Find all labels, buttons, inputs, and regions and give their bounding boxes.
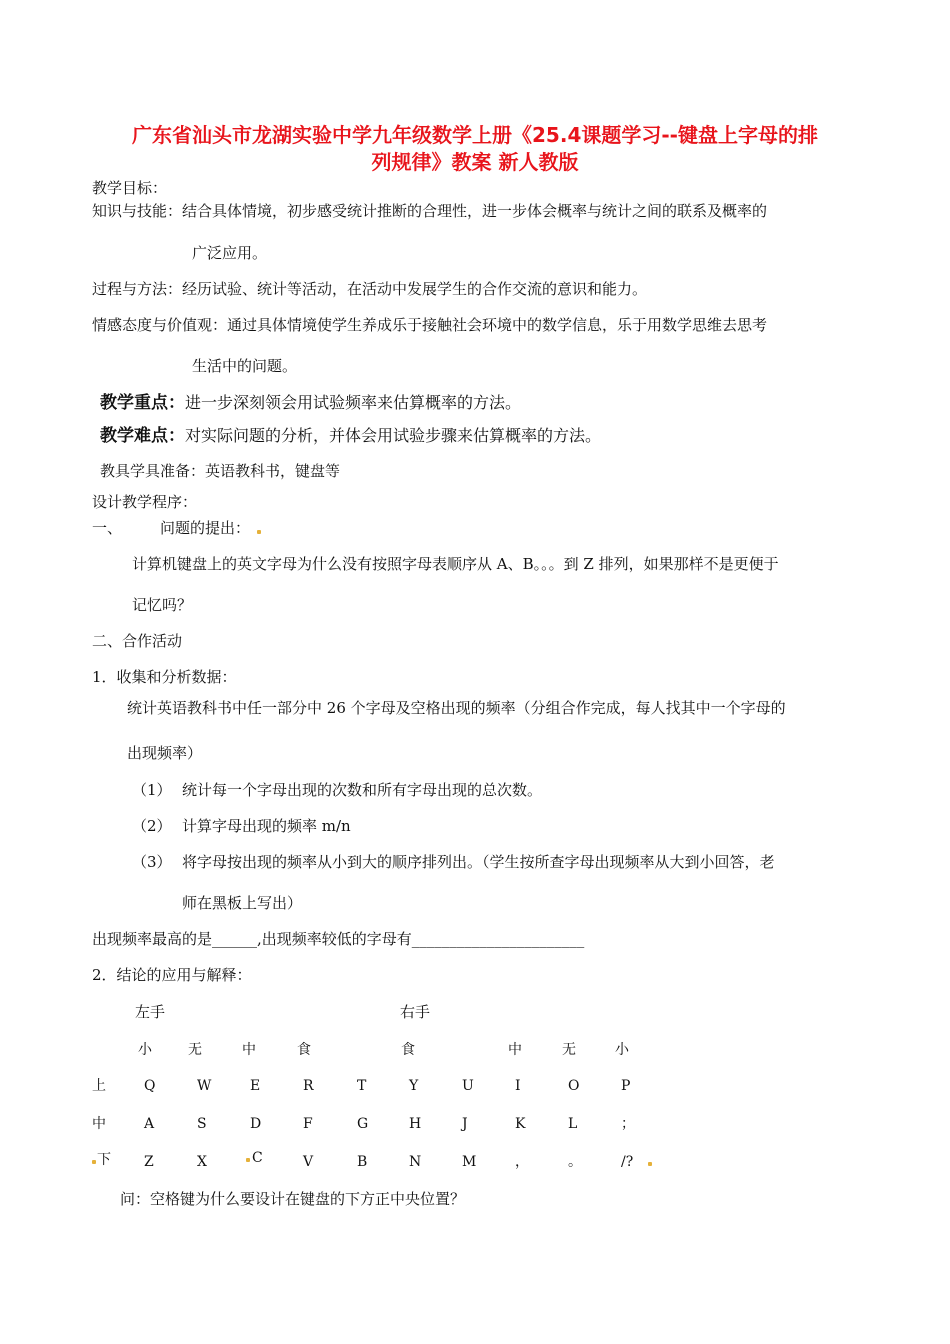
key-k: K [515, 1116, 526, 1132]
key-d: D [250, 1116, 262, 1132]
key-i: I [515, 1078, 521, 1094]
item-1-number: （1） [132, 781, 172, 799]
step-2-heading: 2．结论的应用与解释： [92, 966, 252, 984]
mark-dot [246, 1158, 250, 1162]
item-1-text: 统计每一个字母出现的次数和所有字母出现的总次数。 [182, 781, 543, 799]
key-p: P [621, 1078, 631, 1094]
part-2-heading: 二、合作活动 [92, 632, 183, 650]
key-s: S [197, 1116, 207, 1132]
key-h: H [409, 1116, 422, 1132]
emotion-text-1: 通过具体情境使学生养成乐于接触社会环境中的数学信息，乐于用数学思维去思考 [227, 316, 768, 334]
difficulty-text: 对实际问题的分析，并体会用试验步骤来估算概率的方法。 [185, 426, 602, 445]
key-w: W [197, 1078, 212, 1094]
fill-in-blank: 出现频率最高的是______,出现频率较低的字母有_______________________ [92, 930, 585, 948]
key-n: N [409, 1154, 422, 1170]
key-f: F [303, 1116, 313, 1132]
key-q: Q [144, 1078, 156, 1094]
step-1-heading: 1．收集和分析数据： [92, 668, 237, 686]
statistics-line-1: 统计英语教科书中任一部分中 26 个字母及空格出现的频率（分组合作完成，每人找其中一个字母的 [127, 699, 786, 717]
mark-dot [92, 1160, 96, 1164]
document-title-line-2: 列规律》教案 新人教版 [371, 150, 579, 174]
finger-label: 中 [508, 1042, 522, 1058]
teaching-tools: 教具学具准备：英语教科书，键盘等 [100, 462, 341, 480]
part-1-number: 一、 [92, 519, 123, 537]
row-label-bottom: 下 [97, 1152, 111, 1168]
key-e: E [250, 1078, 261, 1094]
knowledge-objective [92, 201, 767, 221]
key-r: R [303, 1078, 314, 1094]
part-1-label: 问题的提出： [160, 519, 251, 537]
finger-label: 小 [615, 1042, 629, 1058]
item-2-text: 计算字母出现的频率 m/n [182, 817, 351, 835]
key-o: O [568, 1078, 580, 1094]
key-b: B [357, 1154, 368, 1170]
key-u: U [462, 1078, 474, 1094]
teaching-focus [100, 393, 521, 413]
finger-label: 食 [401, 1042, 415, 1058]
question-line-2: 记忆吗？ [132, 596, 193, 614]
item-2-number: （2） [132, 817, 172, 835]
statistics-line-2: 出现频率） [127, 744, 203, 762]
key-m: M [462, 1154, 477, 1170]
finger-label: 食 [297, 1042, 311, 1058]
focus-text: 进一步深刻领会用试验频率来估算概率的方法。 [185, 393, 522, 412]
key-j: J [462, 1116, 468, 1132]
knowledge-text-1: 结合具体情境，初步感受统计推断的合理性，进一步体会概率与统计之间的联系及概率的 [182, 202, 768, 220]
key-a: A [144, 1116, 155, 1132]
key-z: Z [144, 1154, 154, 1170]
emotion-text-2: 生活中的问题。 [192, 357, 298, 375]
procedure-heading: 设计教学程序： [92, 493, 198, 511]
key-x: X [197, 1154, 207, 1170]
key-g: G [357, 1116, 369, 1132]
process-objective [92, 279, 647, 299]
document-title-line-1: 广东省汕头市龙湖实验中学九年级数学上册《25.4课题学习--键盘上字母的排 [132, 123, 818, 147]
objectives-heading: 教学目标： [92, 179, 168, 197]
process-label: 过程与方法： [92, 280, 183, 298]
question-line-1: 计算机键盘上的英文字母为什么没有按照字母表顺序从 A、B。。。到 Z 排列，如果那样不是更便于 [132, 555, 779, 573]
space-key-question: 问：空格键为什么要设计在键盘的下方正中央位置？ [120, 1190, 466, 1208]
right-hand-label: 右手 [400, 1003, 431, 1021]
key-comma: ， [515, 1154, 529, 1170]
mark-dot [648, 1162, 652, 1166]
emotion-objective [92, 315, 767, 335]
left-hand-label: 左手 [135, 1003, 166, 1021]
knowledge-text-2: 广泛应用。 [192, 244, 268, 262]
finger-label: 无 [562, 1042, 576, 1058]
key-period: 。 [568, 1154, 582, 1170]
finger-label: 中 [242, 1042, 256, 1058]
teaching-difficulty [100, 426, 601, 446]
knowledge-label: 知识与技能： [92, 202, 183, 220]
finger-label: 无 [188, 1042, 202, 1058]
finger-label: 小 [138, 1042, 152, 1058]
item-3-text-1: 将字母按出现的频率从小到大的顺序排列出。（学生按所查字母出现频率从大到小回答，老 [182, 853, 775, 871]
key-t: T [357, 1078, 367, 1094]
row-label-top: 上 [92, 1078, 106, 1094]
key-c: C [252, 1150, 263, 1166]
key-l: L [568, 1116, 578, 1132]
emotion-label: 情感态度与价值观： [92, 316, 228, 334]
mark-dot [257, 530, 261, 534]
key-y: Y [409, 1078, 419, 1094]
row-label-middle: 中 [92, 1116, 106, 1132]
focus-label: 教学重点： [100, 393, 185, 413]
key-v: V [303, 1154, 314, 1170]
difficulty-label: 教学难点： [100, 426, 185, 446]
key-semicolon: ； [621, 1116, 635, 1132]
item-3-text-2: 师在黑板上写出） [182, 894, 303, 912]
item-3-number: （3） [132, 853, 172, 871]
key-slash: /? [621, 1154, 634, 1170]
process-text: 经历试验、统计等活动，在活动中发展学生的合作交流的意识和能力。 [182, 280, 648, 298]
